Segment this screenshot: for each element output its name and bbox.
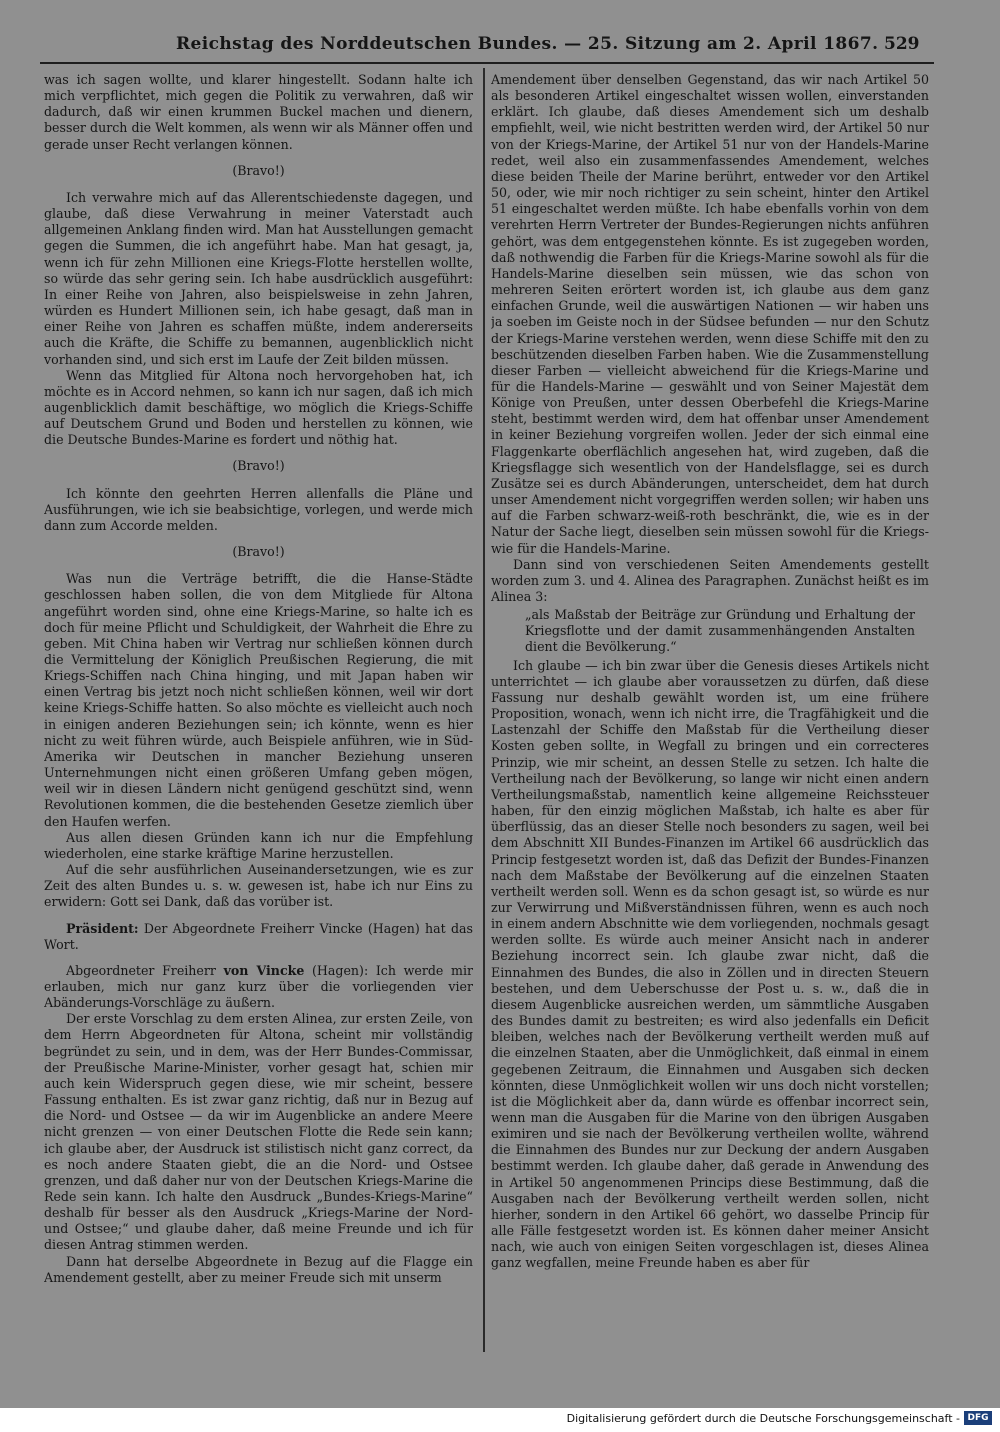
speaker-prefix: Abgeordneter Freiherr: [66, 962, 216, 978]
left-column: [44, 72, 473, 1352]
dfg-logo-icon: DFG: [964, 1411, 992, 1425]
speaker-intro: [44, 963, 473, 1011]
paragraph: Ich könnte den geehrten Herren allenfalls die Pläne und Ausführungen, wie ich sie beabsichtige, vorlegen, und werde mich dann zum Accorde melden.: [44, 485, 473, 533]
block-quote: „als Maßstab der Beiträge zur Gründung und Erhaltung der Kriegsflotte und der damit zusammenhängenden Anstalten dient die Bevölkerung.“: [525, 607, 915, 655]
speaker-name: von Vincke: [223, 962, 305, 978]
right-column: [491, 72, 929, 1352]
page-number: 529: [884, 34, 920, 54]
header-rule: [40, 62, 934, 64]
paragraph: Dann hat derselbe Abgeordnete in Bezug auf die Flagge ein Amendement gestellt, aber zu meiner Freude sich mit unserm: [44, 1253, 473, 1285]
paragraph: Der erste Vorschlag zu dem ersten Alinea, zur ersten Zeile, von dem Herrn Abgeordneten für Altona, scheint mir vollständig begründet zu sein, und in dem, was der Herr Bundes-Commissar, der Preußische Marine-Minister, vorher gesagt hat, schien mir auch kein Widerspruch gegen diese, wie mir scheint, bessere Fassung enthalten. Es ist zwar ganz richtig, daß nur in Bezug auf die Nord- und Ostsee — da wir im Augenblicke an andere Meere nicht grenzen — von einer Deutschen Flotte die Rede sein kann; ich glaube aber, der Ausdruck ist stilistisch nicht ganz correct, da es noch andere Staaten giebt, die an die Nord- und Ostsee grenzen, und daß daher nur von der Deutschen Kriegs-Marine die Rede sein kann. Ich halte den Ausdruck „Bundes-Kriegs-Marine“ deshalb für besser als den Ausdruck „Kriegs-Marine der Nord- und Ostsee;“ und glaube daher, daß meine Freunde und ich für diesen Antrag stimmen werden.: [44, 1011, 473, 1253]
column-divider: [483, 68, 485, 1352]
paragraph: Auf die sehr ausführlichen Auseinandersetzungen, wie es zur Zeit des alten Bundes u. s. w. gewesen ist, habe ich nur Eins zu erwidern: Gott sei Dank, daß das vorüber ist.: [44, 862, 473, 910]
paragraph: Ich glaube — ich bin zwar über die Genesis dieses Artikels nicht unterrichtet — ich glaube aber voraussetzen zu dürfen, daß diese Fassung nur deshalb gewählt worden ist, um eine frühere Proposition, wonach, wenn ich nicht irre, die Tragfähigkeit und die Lastenzahl der Schiffe den Maßstab für die Vertheilung dieser Kosten geben sollte, in Wegfall zu bringen und ein correcteres Prinzip, wie mir scheint, an dessen Stelle zu setzen. Ich halte die Vertheilung nach der Bevölkerung, so lange wir nicht einen andern Vertheilungsmaßstab, namentlich keine allgemeine Reichssteuer haben, für den einzig möglichen Maßstab, ich halte es aber für überflüssig, das an dieser Stelle noch besonders zu sagen, weil bei dem Abschnitt XII Bundes-Finanzen im Artikel 66 ausdrücklich das Princip festgesetzt worden ist, daß das Defizit der Bundes-Finanzen nach dem Maßstabe der Bevölkerung auf die einzelnen Staaten vertheilt werden soll. Wenn es da schon gesagt ist, so würde es nur zur Verwirrung und Mißverständnissen führen, wenn es auch noch in einem andern Abschnitte wie dem vorliegenden, nochmals gesagt werden sollte. Es würde auch meiner Ansicht nach in anderer Beziehung incorrect sein. Ich glaube zwar nicht, daß die Einnahmen des Bundes, die also in Zöllen und in directen Steuern bestehen, und dem Ueberschusse der Post u. s. w., daß die in diesem Augenblicke ausreichen werden, um sämmtliche Ausgaben des Bundes damit zu bestreiten; es wird also jedenfalls ein Deficit bleiben, welches nach der Bevölkerung vertheilt werden muß auf die einzelnen Staaten, aber die Unmöglichkeit, daß einmal in einem gegebenen Zeitraum, die Einnahmen und Ausgaben sich decken könnten, diese Unmöglichkeit wollen wir uns doch nicht vorstellen; ist die Möglichkeit aber da, dann würde es offenbar incorrect sein, wenn man die Ausgaben für die Marine von den übrigen Ausgaben eximiren und sie nach der Bevölkerung vertheilen wollte, während die Einnahmen des Bundes nur zur Deckung der andern Ausgaben bestimmt werden. Ich glaube daher, daß gerade in Anwendung des in Artikel 50 angenommenen Princips diese Bestimmung, daß die Ausgaben nach der Bevölkerung vertheilt werden sollen, nicht hierher, sondern in den Artikel 66 gehört, wo dasselbe Princip für alle Fälle festgesetzt worden ist. Es können daher meiner Ansicht nach, wie auch von einigen Seiten vorgeschlagen ist, dieses Alinea ganz wegfallen, meine Freunde haben es aber für: [491, 657, 929, 1271]
paragraph: Amendement über denselben Gegenstand, das wir nach Artikel 50 als besonderen Artikel eingeschaltet wissen wollen, einverstanden erklärt. Ich glaube, daß dieses Amendement sich um deshalb empfiehlt, weil, wie nicht bestritten werden wird, der Artikel 50 nur von der Kriegs-Marine, der Artikel 51 nur von der Handels-Marine redet, weil also ein zusammenfassendes Amendement, welches diese beiden Theile der Marine berührt, entweder vor den Artikel 50, oder, wie mir noch richtiger zu sein scheint, hinter den Artikel 51 eingeschaltet werden müßte. Ich habe ebenfalls vorhin von dem verehrten Herrn Vertreter der Bundes-Regierungen nichts anführen gehört, was dem entgegenstehen könnte. Es ist zugegeben worden, daß nothwendig die Farben für die Kriegs-Marine sowohl als für die Handels-Marine dieselben sein müssen, wie das schon von mehreren Seiten erörtert worden ist, ich glaube aus dem ganz einfachen Grunde, weil die auswärtigen Nationen — wir haben uns ja soeben im Geiste noch in der Südsee befunden — nur den Schutz der Kriegs-Marine verstehen werden, wenn diese Schiffe mit den zu beschützenden dieselben Farben haben. Wie die Zusammenstellung dieser Farben — vielleicht abweichend für die Kriegs-Marine und für die Handels-Marine — geswählt und von Seiner Majestät dem Könige von Preußen, unter dessen Oberbefehl die Kriegs-Marine steht, bestimmt werden wird, dem hat offenbar unser Amendement in keiner Beziehung vorgreifen wollen. Jeder der sich einmal eine Flaggenkarte oberflächlich angesehen hat, wird zugeben, daß die Kriegsflagge sich wesentlich von der Handelsflagge, sei es durch Zusätze sei es durch Abänderungen, unterscheidet, dem hat durch unser Amendement nicht vorgegriffen werden sollen; wir haben uns auf die Farben schwarz-weiß-roth beschränkt, die, wie es in der Natur der Sache liegt, dieselben sein müssen sowohl für die Kriegs- wie für die Handels-Marine.: [491, 72, 929, 556]
funding-credit: Digitalisierung gefördert durch die Deutsche Forschungsgemeinschaft -: [566, 1412, 960, 1425]
speaker-label: Präsident:: [66, 920, 139, 936]
footer: [0, 1408, 1000, 1432]
statement-text: (Hagen): Ich werde mir erlauben, mich nur ganz kurz über die vorliegenden vier Abänderungs-Vorschläge zu äußern.: [44, 962, 473, 1011]
paragraph: Wenn das Mitglied für Altona noch hervorgehoben hat, ich möchte es in Accord nehmen, so kann ich nur sagen, daß ich mich augenblicklich damit beschäftige, wo möglich die Kriegs-Schiffe auf Deutschem Grund und Boden und herstellen zu können, wie die Deutsche Bundes-Marine es fordert und nöthig hat.: [44, 367, 473, 448]
interjection: (Bravo!): [232, 458, 285, 474]
statement-text: Der Abgeordnete Freiherr Vincke (Hagen) hat das Wort.: [44, 920, 473, 952]
paragraph: was ich sagen wollte, und klarer hingestellt. Sodann halte ich mich verpflichtet, mich gegen die Politik zu verwahren, daß wir dadurch, daß wir einen krummen Buckel machen und dienern, besser durch die Welt kommen, als wenn wir als Männer offen und gerade unser Recht verlangen können.: [44, 72, 473, 152]
paragraph: Ich verwahre mich auf das Allerentschiedenste dagegen, und glaube, daß diese Verwahrung in meiner Vaterstadt auch allgemeinen Anklang finden wird. Man hat Ausstellungen gemacht gegen die Summen, die ich angeführt habe. Man hat gesagt, ja, wenn ich für zehn Millionen eine Kriegs-Flotte herstellen wollte, so würde das sehr gering sein. Ich habe ausdrücklich ausgeführt: In einer Reihe von Jahren, also beispielsweise in zehn Jahren, würden es Hundert Millionen sein, ich habe gesagt, daß man in einer Reihe von Jahren es schaffen müßte, indem andererseits auch die Kräfte, die Schiffe zu bemannen, augenblicklich nicht vorhanden sind, und sich erst im Laufe der Zeit bilden müssen.: [44, 189, 473, 367]
paragraph: Dann sind von verschiedenen Seiten Amendements gestellt worden zum 3. und 4. Alinea des Paragraphen. Zunächst heißt es im Alinea 3:: [491, 556, 929, 604]
paragraph: Aus allen diesen Gründen kann ich nur die Empfehlung wiederholen, eine starke kräftige Marine herzustellen.: [44, 829, 473, 861]
paragraph: Was nun die Verträge betrifft, die die Hanse-Städte geschlossen haben sollen, die von dem Mitgliede für Altona angeführt worden sind, ohne eine Kriegs-Marine, so halte ich es doch für meine Pflicht und Schuldigkeit, der Wahrheit die Ehre zu geben. Mit China haben wir Vertrag nur schließen können durch die Vermittelung der Königlich Preußischen Regierung, die mit Kriegs-Schiffen nach China hinging, und mit Japan haben wir einen Vertrag bis jetzt noch nicht schließen können, weil wir dort keine Kriegs-Schiffe hatten. So also möchte es vielleicht auch noch in einigen anderen Beziehungen sein; ich könnte, wenn es hier nicht zu weit führen würde, auch Beispiele anführen, wie in Süd-Amerika wir Deutschen in mancher Beziehung unseren Unternehmungen nicht einen größeren Umfang geben mögen, weil wir in diesen Ländern nicht genügend geschützt sind, wenn Revolutionen kommen, die die bestehenden Gesetze ziemlich über den Haufen werfen.: [44, 571, 473, 829]
page-header: [0, 34, 1000, 64]
running-title: Reichstag des Norddeutschen Bundes. — 25. Sitzung am 2. April 1867.: [176, 34, 879, 54]
president-statement: [44, 921, 473, 953]
interjection: (Bravo!): [232, 544, 285, 560]
interjection: (Bravo!): [232, 162, 285, 178]
